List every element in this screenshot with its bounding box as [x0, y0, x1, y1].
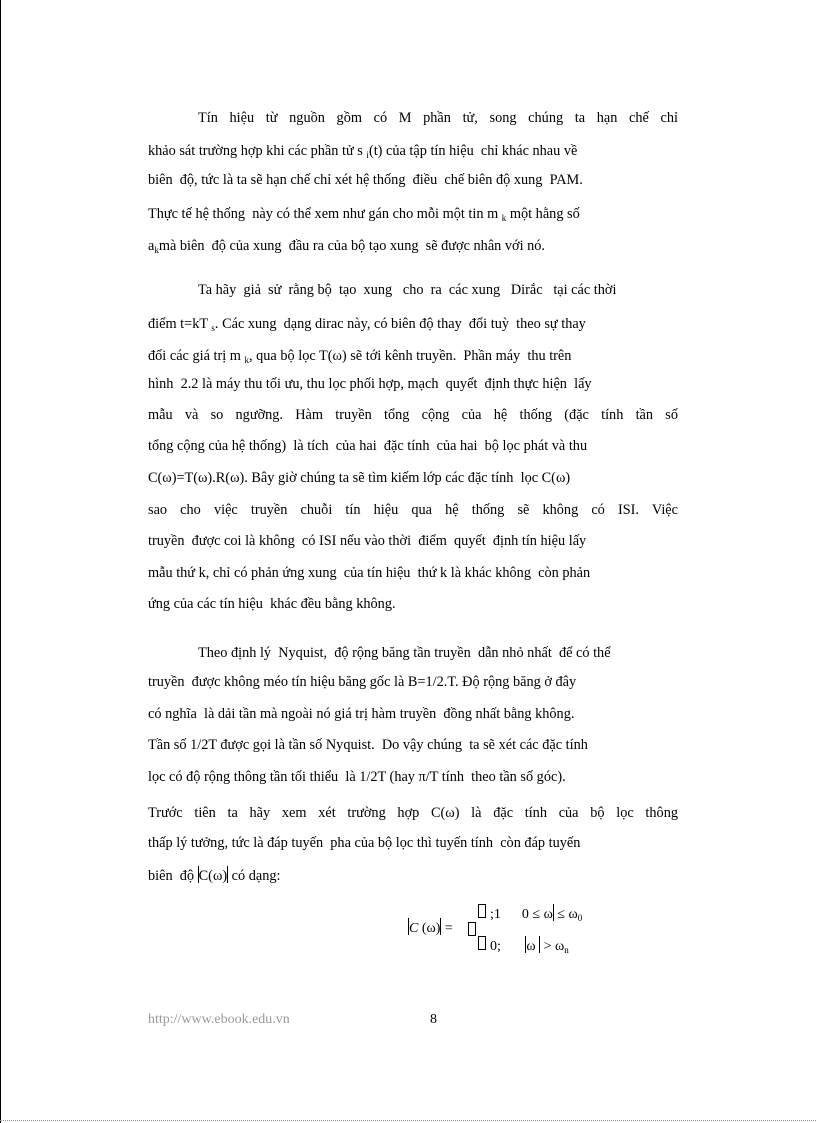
text-line: truyền được không méo tín hiệu băng gốc là B=1/2.T. Độ rộng băng ở đây — [148, 674, 577, 690]
text-line: Tín hiệu từ nguồn gồm có M phần tử, song chúng ta hạn chế chỉ — [198, 110, 678, 126]
footer-url: http://www.ebook.edu.vn — [148, 1012, 290, 1027]
text-line: điểm t=kT $_s$. Các xung dạng dirac này, có biên độ thay đổi tuỳ theo sự thay — [148, 316, 586, 333]
text-line: Trước tiên ta hãy xem xét trường hợp C(ω) là đặc tính của bộ lọc thông — [148, 805, 678, 821]
text-line: có nghĩa là dải tần mà ngoài nó giá trị hàm truyền đồng nhất bằng không. — [148, 706, 575, 722]
text-line: biên độ C(ω) có dạng: — [148, 868, 281, 884]
text-line: lọc có độ rộng thông tần tối thiểu là 1/2T (hay π/T tính theo tần số góc). — [148, 769, 566, 785]
text-line: Thực tế hệ thống này có thể xem như gán cho mỗi một tin m $_k$ một hằng số — [148, 206, 580, 223]
text-line: Tần số 1/2T được gọi là tần số Nyquist. Do vậy chúng ta sẽ xét các đặc tính — [148, 737, 588, 753]
text-line: đổi các giá trị m $_k$, qua bộ lọc T(ω) sẽ tới kênh truyền. Phần máy thu trên — [148, 348, 572, 365]
brace-glyph-box — [478, 936, 486, 950]
brace-glyph-box — [468, 922, 476, 936]
brace-glyph-box — [478, 904, 486, 918]
text-line: sao cho việc truyền chuỗi tín hiệu qua hệ thống sẽ không có ISI. Việc — [148, 502, 678, 518]
piecewise-formula — [408, 900, 608, 960]
text-line: mẫu thứ k, chỉ có phản ứng xung của tín hiệu thứ k là khác không còn phản — [148, 565, 591, 581]
formula-case-2: 0; $\omega > \omega_n$ — [490, 936, 569, 955]
text-line: C(ω)=T(ω).R(ω). Bây giờ chúng ta sẽ tìm kiếm lớp các đặc tính lọc C(ω) — [148, 470, 571, 486]
text-line: ứng của các tín hiệu khác đều bằng không. — [148, 596, 396, 612]
page-bottom-edge — [0, 1120, 816, 1121]
text-line: mẫu và so ngưỡng. Hàm truyền tổng cộng của hệ thống (đặc tính tần số — [148, 407, 678, 423]
formula-lhs: C (ω) = — [408, 918, 456, 937]
text-line: $a_kmà$ biên độ của xung đầu ra của bộ tạo xung sẽ được nhân với nó. — [148, 238, 546, 255]
text-line: biên độ, tức là ta sẽ hạn chế chỉ xét hệ thống điều chế biên độ xung PAM. — [148, 172, 583, 188]
formula-case-1: ;1 $0 \le \omega \le \omega_0$ — [490, 904, 582, 923]
text-line: thấp lý tưởng, tức là đáp tuyến pha của bộ lọc thì tuyến tính còn đáp tuyến — [148, 835, 581, 851]
page-number: 8 — [430, 1012, 437, 1027]
text-line: truyền được coi là không có ISI nếu vào thời điểm quyết định tín hiệu lấy — [148, 533, 587, 549]
text-line: tổng cộng của hệ thống) là tích của hai đặc tính của hai bộ lọc phát và thu — [148, 438, 588, 454]
text-line: hình 2.2 là máy thu tối ưu, thu lọc phối hợp, mạch quyết định thực hiện lấy — [148, 376, 592, 392]
text-line: Ta hãy giả sử rằng bộ tạo xung cho ra các xung Dirắc tại các thời — [198, 282, 617, 298]
text-line: khảo sát trường hợp khi các phần tử s $_i$(t) của tập tín hiệu chỉ khác nhau về — [148, 143, 578, 160]
text-line: Theo định lý Nyquist, độ rộng băng tần truyền dẫn nhỏ nhất để có thể — [198, 645, 611, 661]
page-left-border — [0, 0, 1, 1123]
